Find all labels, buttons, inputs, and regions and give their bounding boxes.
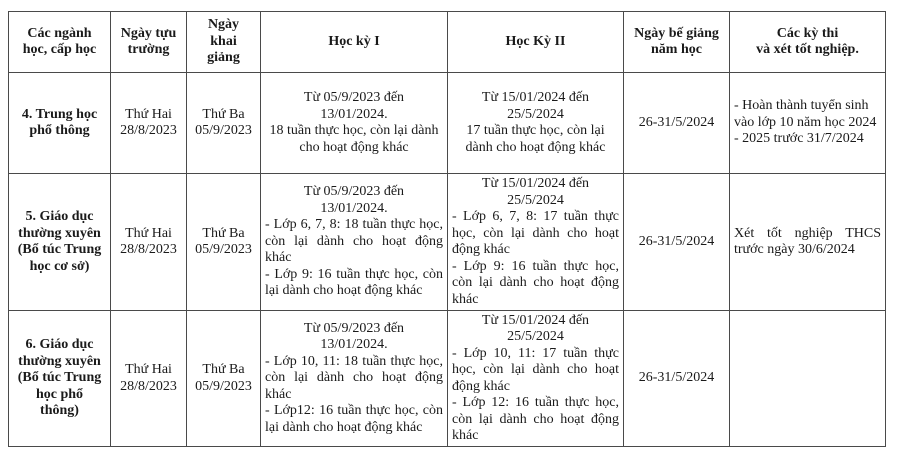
header-text: Các kỳ thi xyxy=(776,25,839,41)
exam-note: - Hoàn thành tuyển sinh vào lớp 10 năm học 2024 - 2025 trước 31/7/2024 xyxy=(734,98,877,147)
level-cell xyxy=(9,311,111,447)
level-text: (Bổ túc Trung xyxy=(17,242,102,257)
closing-date: 26-31/5/2024 xyxy=(638,370,715,386)
header-semester-2 xyxy=(448,12,624,73)
level-text: thông) xyxy=(40,403,79,419)
header-return-day xyxy=(111,12,187,73)
header-text: Ngày bế giảng xyxy=(634,25,719,41)
semester-1-cell xyxy=(261,174,448,311)
exams-cell xyxy=(730,174,886,311)
return-day-cell xyxy=(111,174,187,311)
semester-range: Từ 15/01/2024 đến xyxy=(481,176,590,191)
opening-day-cell xyxy=(187,311,261,447)
opening-day-cell xyxy=(187,174,261,311)
table-row xyxy=(9,174,886,311)
date: 05/9/2023 xyxy=(195,123,252,138)
semester-range: 25/5/2024 xyxy=(507,329,564,344)
semester-range: 13/01/2024. xyxy=(320,337,388,353)
weekday: Thứ Hai xyxy=(125,106,172,122)
weekday: Thứ Ba xyxy=(202,362,245,377)
semester-detail: - Lớp12: 16 tuần thực học, còn lại dành cho hoạt động khác xyxy=(265,403,443,435)
semester-detail: - Lớp 6, 7, 8: 17 tuần thực học, còn lại dành cho hoạt động khác xyxy=(452,209,619,257)
header-text: khai xyxy=(210,33,237,49)
date: 28/8/2023 xyxy=(120,378,177,394)
weekday: Thứ Ba xyxy=(202,106,245,122)
header-opening-day xyxy=(187,12,261,73)
semester-2-cell xyxy=(448,174,624,311)
closing-day-cell xyxy=(624,174,730,311)
closing-date: 26-31/5/2024 xyxy=(638,233,715,249)
level-text: phổ thông xyxy=(29,123,90,138)
semester-detail: 17 tuần thực học, còn lại dành cho hoạt động khác xyxy=(465,123,606,155)
semester-detail: - Lớp 10, 11: 18 tuần thực học, còn lại dành cho hoạt động khác xyxy=(265,353,443,402)
semester-range: Từ 05/9/2023 đến xyxy=(303,90,405,105)
semester-range: 13/01/2024. xyxy=(320,200,388,216)
semester-range: Từ 05/9/2023 đến xyxy=(303,320,405,336)
header-text: và xét tốt nghiệp. xyxy=(756,42,859,57)
exams-cell xyxy=(730,73,886,174)
level-text: thường xuyên xyxy=(18,353,101,369)
semester-2-cell xyxy=(448,73,624,174)
weekday: Thứ Hai xyxy=(125,362,172,377)
return-day-cell xyxy=(111,311,187,447)
semester-detail: 18 tuần thực học, còn lại dành cho hoạt động khác xyxy=(269,123,439,155)
table-row xyxy=(9,73,886,174)
closing-date: 26-31/5/2024 xyxy=(638,114,715,130)
weekday: Thứ Ba xyxy=(202,225,245,241)
level-cell xyxy=(9,174,111,311)
semester-range: 25/5/2024 xyxy=(507,106,564,122)
level-text: thường xuyên xyxy=(18,225,101,241)
level-cell xyxy=(9,73,111,174)
level-text: học cơ sở) xyxy=(29,258,90,274)
semester-detail: - Lớp 9: 16 tuần thực học, còn lại dành cho hoạt động khác xyxy=(452,258,619,307)
level-text: 5. Giáo dục xyxy=(25,209,94,224)
header-text: Học Kỳ II xyxy=(505,33,566,49)
semester-detail: - Lớp 9: 16 tuần thực học, còn lại dành cho hoạt động khác xyxy=(265,266,443,299)
closing-day-cell xyxy=(624,311,730,447)
school-calendar-table xyxy=(8,11,886,447)
date: 05/9/2023 xyxy=(195,242,252,257)
date: 05/9/2023 xyxy=(195,378,252,394)
semester-1-cell xyxy=(261,311,448,447)
header-level xyxy=(9,12,111,73)
semester-detail: - Lớp 12: 16 tuần thực học, còn lại dành cho hoạt động khác xyxy=(452,395,619,443)
semester-detail: - Lớp 6, 7, 8: 18 tuần thực học, còn lại dành cho hoạt động khác xyxy=(265,217,443,266)
semester-1-cell xyxy=(261,73,448,174)
level-text: 4. Trung học xyxy=(21,106,98,122)
header-text: giảng xyxy=(207,50,240,66)
date: 28/8/2023 xyxy=(120,242,177,257)
level-text: 6. Giáo dục xyxy=(25,337,94,353)
header-text: năm học xyxy=(651,42,702,57)
header-text: Các ngành xyxy=(27,25,92,41)
closing-day-cell xyxy=(624,73,730,174)
level-text: (Bổ túc Trung xyxy=(17,370,102,386)
semester-range: 25/5/2024 xyxy=(507,192,564,208)
header-text: học, cấp học xyxy=(22,42,97,57)
return-day-cell xyxy=(111,73,187,174)
semester-range: Từ 05/9/2023 đến xyxy=(303,184,405,200)
header-row xyxy=(9,12,886,73)
weekday: Thứ Hai xyxy=(125,225,172,241)
exam-note: Xét tốt nghiệp THCS trước ngày 30/6/2024 xyxy=(734,225,881,257)
date: 28/8/2023 xyxy=(120,123,177,138)
table-row xyxy=(9,311,886,447)
exams-cell-empty xyxy=(730,311,886,447)
header-text: Ngày xyxy=(207,17,240,33)
level-text: học phổ xyxy=(35,386,84,402)
header-exams xyxy=(730,12,886,73)
semester-range: 13/01/2024. xyxy=(320,106,388,122)
opening-day-cell xyxy=(187,73,261,174)
semester-range: Từ 15/01/2024 đến xyxy=(481,90,590,105)
header-closing-day xyxy=(624,12,730,73)
header-text: trường xyxy=(127,42,170,57)
header-text: Học kỳ I xyxy=(328,33,380,49)
semester-detail: - Lớp 10, 11: 17 tuần thực học, còn lại dành cho hoạt động khác xyxy=(452,345,619,394)
semester-range: Từ 15/01/2024 đến xyxy=(481,312,590,328)
header-text: Ngày tựu xyxy=(120,25,177,41)
semester-2-cell xyxy=(448,311,624,447)
header-semester-1 xyxy=(261,12,448,73)
